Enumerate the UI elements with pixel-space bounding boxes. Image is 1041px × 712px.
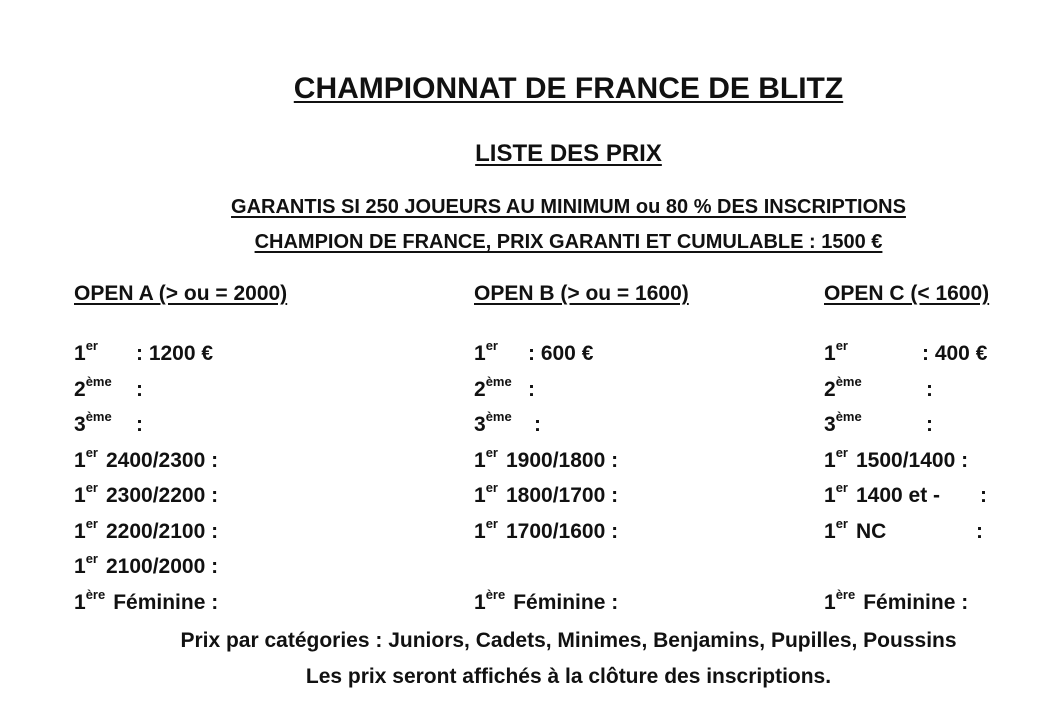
prize-category: 2400/2300 :: [105, 448, 219, 472]
rank-number: 1: [74, 342, 86, 365]
prize-rank: [74, 372, 120, 410]
prize-rank: [74, 336, 106, 374]
prize-category: Féminine :: [863, 590, 969, 614]
prize-category: 1400 et -: [855, 484, 941, 507]
rank-suffix: er: [485, 480, 498, 495]
prize-category: 1800/1700 :: [505, 484, 619, 507]
prize-row: [74, 585, 434, 621]
rank-number: 1: [474, 448, 486, 472]
prize-rank: [474, 407, 520, 445]
rank-number: 1: [74, 519, 86, 543]
rank-number: 1: [824, 448, 836, 472]
prize-row: [824, 478, 1034, 514]
rank-number: 1: [824, 519, 836, 543]
rank-number: 1: [474, 590, 486, 614]
guarantee-line: GARANTIS SI 250 JOUEURS AU MINIMUM ou 80 % DES INSCRIPTIONS: [231, 196, 906, 218]
prize-row: [74, 549, 434, 585]
rank-suffix: er: [485, 444, 498, 460]
champion-prize-line: CHAMPION DE FRANCE, PRIX GARANTI ET CUMULABLE : 1500 €: [254, 231, 883, 253]
prize-rank: [74, 407, 120, 445]
prize-rank: [474, 514, 618, 552]
prize-row: [824, 407, 1034, 443]
prize-amount: :: [926, 377, 933, 401]
categories-note: Prix par catégories : Juniors, Cadets, Minimes, Benjamins, Pupilles, Poussins: [180, 629, 957, 652]
prize-row: [474, 407, 804, 443]
prize-amount: : 600 €: [528, 342, 594, 365]
rank-number: 1: [74, 590, 86, 614]
rank-number: 3: [474, 413, 486, 436]
page-title: CHAMPIONNAT DE FRANCE DE BLITZ: [293, 72, 844, 105]
rank-suffix: er: [835, 480, 848, 495]
prize-rank: [824, 336, 856, 374]
prize-row: [474, 336, 804, 372]
prize-amount: :: [980, 484, 987, 507]
open-c-column: [824, 282, 1034, 620]
rank-suffix: ère: [485, 586, 506, 602]
column-header: OPEN B (> ou = 1600): [474, 282, 689, 305]
prize-rank: [474, 336, 506, 374]
prize-rows: [74, 336, 434, 620]
prize-rank: [824, 549, 832, 587]
prize-category: 1900/1800 :: [505, 448, 619, 472]
prize-row: [74, 336, 434, 372]
rank-suffix: er: [835, 515, 848, 531]
rank-suffix: er: [485, 338, 498, 353]
rank-suffix: ème: [85, 409, 112, 424]
prize-row: [474, 478, 804, 514]
rank-suffix: ème: [835, 373, 862, 389]
rank-number: 1: [474, 342, 486, 365]
prize-row: [474, 514, 804, 550]
prize-amount: : 1200 €: [136, 342, 214, 365]
prize-rank: [824, 407, 870, 445]
prize-row: [474, 585, 804, 621]
prize-amount: :: [926, 413, 933, 436]
prize-row: [74, 478, 434, 514]
prize-amount: :: [534, 413, 541, 436]
rank-suffix: ère: [85, 586, 106, 602]
prize-row: [824, 549, 1034, 585]
open-a-column: [74, 282, 434, 620]
prize-rows: [474, 336, 804, 620]
prize-rank: [824, 478, 940, 516]
column-header: OPEN C (< 1600): [824, 282, 990, 305]
rank-number: 1: [74, 448, 86, 472]
prize-category: 2300/2200 :: [105, 484, 219, 507]
prize-rank: [824, 514, 886, 552]
prize-row: [824, 336, 1034, 372]
prize-row: [74, 514, 434, 550]
rank-suffix: er: [835, 338, 848, 353]
rank-number: 2: [824, 377, 836, 401]
rank-number: 1: [824, 590, 836, 614]
rank-number: 1: [474, 484, 486, 507]
rank-number: 2: [74, 377, 86, 401]
prize-row: [74, 443, 434, 479]
rank-number: 1: [824, 484, 836, 507]
rank-suffix: er: [85, 551, 98, 566]
prize-amount: :: [136, 377, 143, 401]
rank-suffix: ème: [485, 409, 512, 424]
rank-suffix: ème: [485, 373, 512, 389]
prize-amount: : 400 €: [922, 342, 988, 365]
prize-rank: [74, 514, 218, 552]
prize-amount: :: [976, 519, 983, 543]
prize-rank: [474, 478, 618, 516]
prize-rank: [474, 585, 618, 623]
prize-row: [824, 372, 1034, 408]
prize-category: 1500/1400 :: [855, 448, 969, 472]
prize-row: [824, 514, 1034, 550]
prize-amount: :: [136, 413, 143, 436]
rank-number: 1: [74, 555, 86, 578]
prize-row: [474, 443, 804, 479]
prize-category: 2200/2100 :: [105, 519, 219, 543]
open-b-column: [474, 282, 804, 620]
prize-row: [74, 407, 434, 443]
prize-category: Féminine :: [113, 590, 219, 614]
prize-rank: [474, 549, 482, 587]
rank-number: 1: [74, 484, 86, 507]
prize-amount: :: [528, 377, 535, 401]
rank-suffix: ère: [835, 586, 856, 602]
rank-number: 1: [824, 342, 836, 365]
rank-suffix: er: [85, 444, 98, 460]
prize-row: [474, 549, 804, 585]
prize-rows: [824, 336, 1034, 620]
page-subtitle: LISTE DES PRIX: [475, 140, 662, 167]
rank-suffix: ème: [835, 409, 862, 424]
rank-number: 1: [474, 519, 486, 543]
rank-number: 3: [824, 413, 836, 436]
rank-suffix: er: [485, 515, 498, 531]
prize-rank: [474, 443, 618, 481]
rank-suffix: er: [835, 444, 848, 460]
prize-row: [474, 372, 804, 408]
prize-rank: [74, 478, 218, 516]
rank-suffix: er: [85, 515, 98, 531]
prize-rank: [474, 372, 520, 410]
rank-number: 2: [474, 377, 486, 401]
rank-suffix: ème: [85, 373, 112, 389]
prize-category: 2100/2000 :: [105, 555, 219, 578]
column-header: OPEN A (> ou = 2000): [74, 282, 288, 305]
prize-rank: [74, 443, 218, 481]
prize-row: [74, 372, 434, 408]
prize-rank: [824, 372, 870, 410]
prize-category: 1700/1600 :: [505, 519, 619, 543]
prize-category: Féminine :: [513, 590, 619, 614]
rank-suffix: er: [85, 338, 98, 353]
prize-rank: [74, 549, 218, 587]
prize-rank: [74, 585, 218, 623]
prize-row: [824, 443, 1034, 479]
rank-number: 3: [74, 413, 86, 436]
prize-rank: [824, 443, 968, 481]
closing-note: Les prix seront affichés à la clôture des inscriptions.: [305, 665, 832, 688]
prize-rank: [824, 585, 968, 623]
prize-category: NC: [855, 519, 887, 543]
prize-row: [824, 585, 1034, 621]
rank-suffix: er: [85, 480, 98, 495]
